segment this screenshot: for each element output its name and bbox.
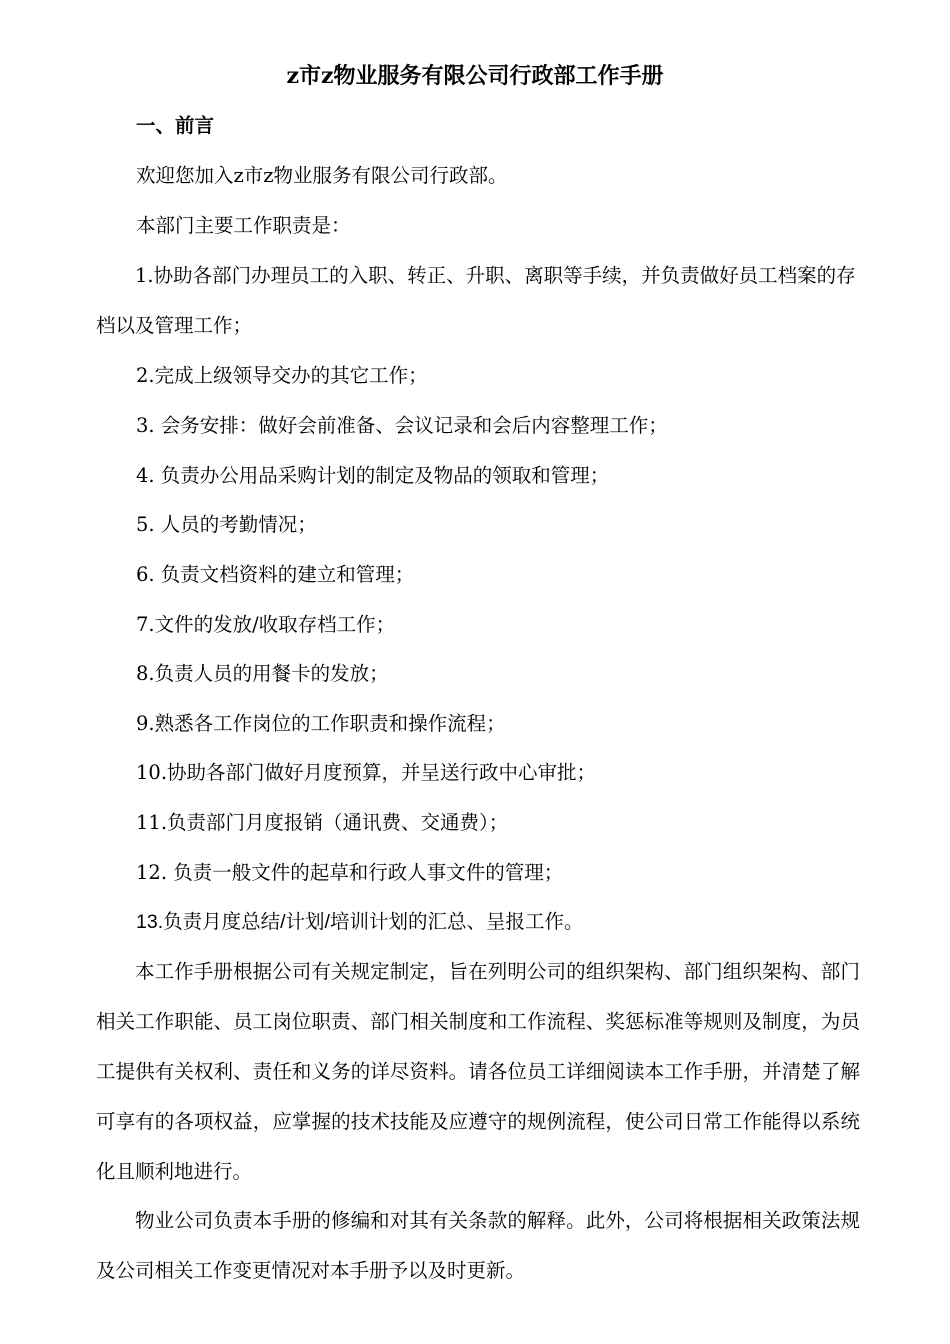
duty-item-7: 7.文件的发放/收取存档工作； (136, 613, 396, 636)
duty-item-1: 1.协助各部门办理员工的入职、转正、升职、离职等手续，并负责做好员工档案的存档以及管理工作； (96, 264, 856, 337)
duty-item-9: 9.熟悉各工作岗位的工作职责和操作流程； (136, 712, 506, 735)
duty-item-4: 4. 负责办公用品采购计划的制定及物品的领取和管理； (136, 464, 610, 487)
duty-item-2: 2.完成上级领导交办的其它工作； (136, 364, 428, 387)
welcome-text: 欢迎您加入z市z物业服务有限公司行政部。 (136, 164, 508, 187)
duties-intro: 本部门主要工作职责是： (136, 214, 351, 237)
document-title: z市z物业服务有限公司行政部工作手册 (286, 63, 664, 89)
intro-paragraph-1: 本工作手册根据公司有关规定制定，旨在列明公司的组织架构、部门组织架构、部门相关工作职能、员工岗位职责、部门相关制度和工作流程、奖惩标准等规则及制度，为员工提供有关权利、责任和义务的详尽资料。请各位员工详细阅读本工作手册，并清楚了解可享有的各项权益，应掌握的技术技能及应遵守的规例流程，使公司日常工作能得以系统化且顺利地进行。 (96, 960, 860, 1183)
duty-item-11: 11.负责部门月度报销（通讯费、交通费）； (136, 811, 509, 834)
duty-item-12: 12. 负责一般文件的起草和行政人事文件的管理； (136, 861, 564, 884)
duty-item-3: 3. 会务安排：做好会前准备、会议记录和会后内容整理工作； (136, 414, 668, 437)
duty-item-5: 5. 人员的考勤情况； (136, 513, 317, 536)
duty-item-10: 10.协助各部门做好月度预算，并呈送行政中心审批； (136, 761, 597, 784)
duty-item-8: 8.负责人员的用餐卡的发放； (136, 662, 389, 685)
duty-item-13: 13.负责月度总结/计划/培训计划的汇总、呈报工作。 (136, 911, 584, 933)
intro-paragraph-2: 物业公司负责本手册的修编和对其有关条款的解释。此外，公司将根据相关政策法规及公司相关工作变更情况对本手册予以及时更新。 (96, 1209, 860, 1282)
section-heading: 一、前言 (136, 114, 215, 137)
duty-item-6: 6. 负责文档资料的建立和管理； (136, 563, 415, 586)
